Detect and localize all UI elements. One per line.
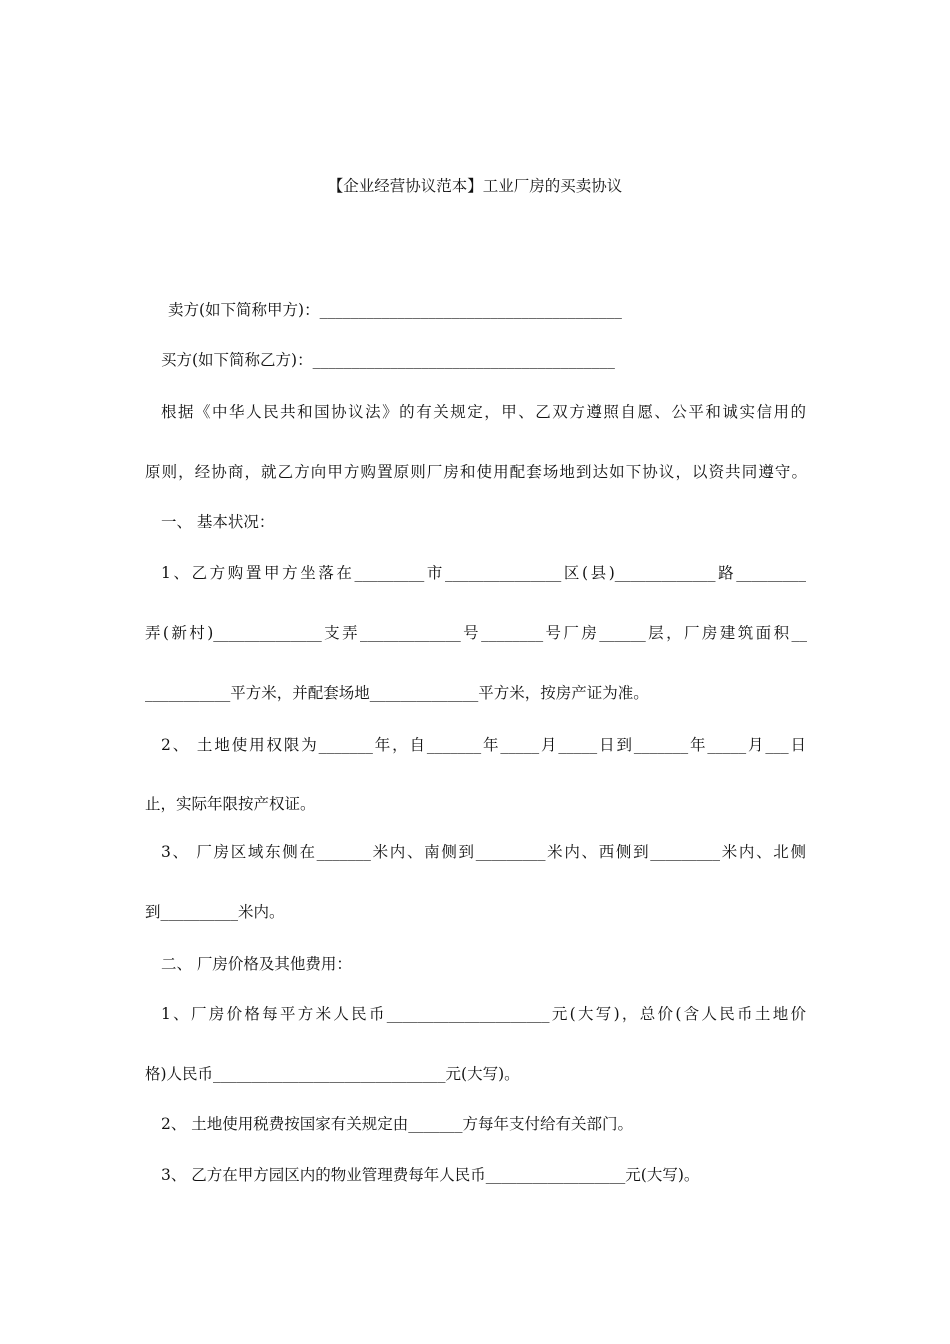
- clause-2-2: 2、 土地使用税费按国家有关规定由_______方每年支付给有关部门。: [161, 1115, 634, 1133]
- clause-2-1-line-2: 格)人民币______________________________元(大写)。: [145, 1065, 520, 1083]
- clause-1-3-line-1: 3、 厂房区域东侧在_______米内、南侧到_________米内、西侧到_________米内、北侧: [161, 843, 806, 861]
- clause-1-1-line-1: 1、乙方购置甲方坐落在_________市_______________区(县)_____________路_________: [161, 564, 806, 582]
- intro-paragraph-line-1: 根据《中华人民共和国协议法》的有关规定，甲、乙双方遵照自愿、公平和诚实信用的: [161, 403, 806, 421]
- clause-1-2-line-2: 止，实际年限按产权证。: [145, 795, 316, 813]
- clause-2-3: 3、 乙方在甲方园区内的物业管理费每年人民币__________________元(大写)。: [161, 1166, 700, 1184]
- document-title: 【企业经营协议范本】工业厂房的买卖协议: [327, 177, 623, 195]
- section-heading-basic: 一、 基本状况：: [161, 513, 275, 531]
- seller-line: 卖方(如下简称甲方)：_______________________________________: [168, 301, 622, 319]
- clause-1-1-line-3: ___________平方米，并配套场地______________平方米，按房产证为准。: [145, 684, 649, 702]
- buyer-line: 买方(如下简称乙方)：_______________________________________: [161, 351, 615, 369]
- clause-1-2-line-1: 2、 土地使用权限为_______年，自_______年_____月_____日到_______年_____月___日: [161, 736, 806, 754]
- intro-paragraph-line-2: 原则，经协商，就乙方向甲方购置原则厂房和使用配套场地到达如下协议，以资共同遵守。: [145, 463, 807, 481]
- clause-1-1-line-2: 弄(新村)______________支弄_____________号________号厂房______层，厂房建筑面积__: [145, 624, 807, 642]
- clause-1-3-line-2: 到__________米内。: [145, 903, 285, 921]
- clause-2-1-line-1: 1、厂房价格每平方米人民币_____________________元(大写)，总价(含人民币土地价: [161, 1005, 806, 1023]
- section-heading-price: 二、 厂房价格及其他费用：: [161, 955, 352, 973]
